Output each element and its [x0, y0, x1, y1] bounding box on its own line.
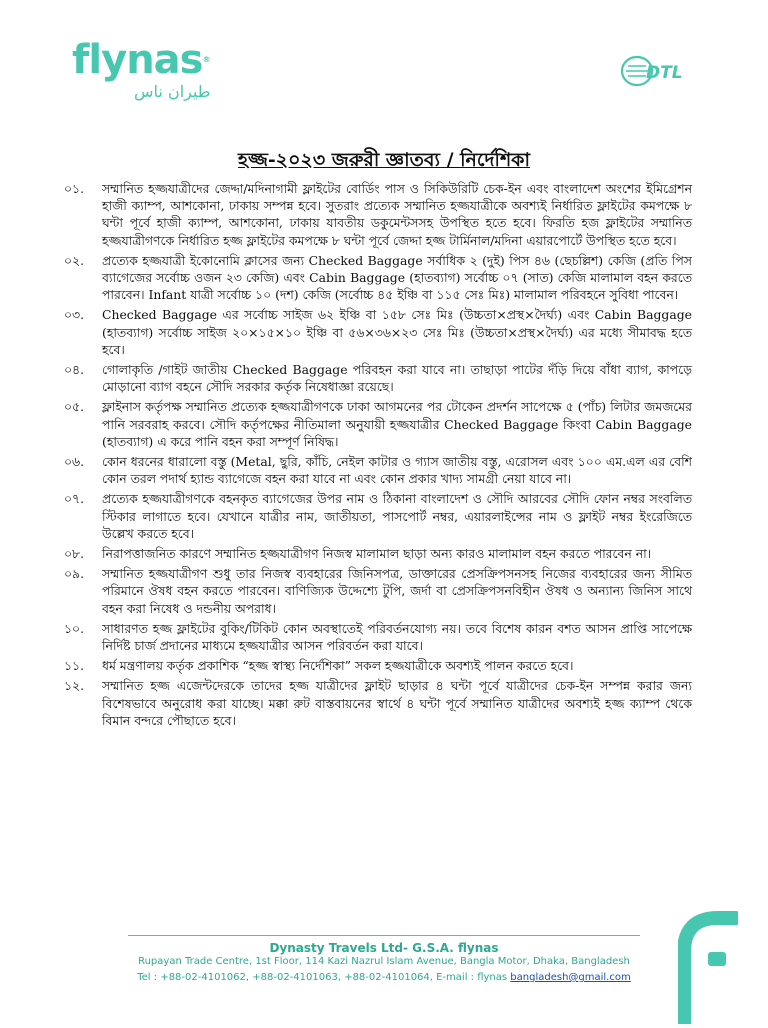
dtl-logo [620, 54, 700, 88]
item-text: নিরাপত্তাজনিত কারণে সম্মানিত হজ্জযাত্রীগণ নিজস্ব মালামাল ছাড়া অন্য কারও মালামাল বহন করতে পারবেন না। [102, 546, 652, 562]
item-text: ধর্ম মন্ত্রণালয় কর্তৃক প্রকাশিক “হজ্জ স্বাস্থ্য নির্দেশিকা” সকল হজ্জযাত্রীকে অবশ্যই পালন করতে হবে। [102, 658, 574, 674]
list-item [64, 677, 692, 729]
item-text: সাধারণত হজ্জ ফ্লাইটের বুকিং/টিকিট কোন অবস্থাতেই পরিবর্তনযোগ্য নয়। তবে বিশেষ কারন বশত আসন প্রাপ্তি সাপেক্ষে নির্দিষ্ট চার্জ প্রদানের মাধ্যমে হজ্জযাত্রীর আসন পরিবর্তন করা যাবে। [102, 620, 692, 654]
list-item [64, 620, 692, 654]
item-text: ফ্লাইনাস কর্তৃপক্ষ সম্মানিত প্রত্যেক হজ্জযাত্রীগণকে ঢাকা আগমনের পর টোকেন প্রদর্শন সাপেক্ষে ৫ (পাঁচ) লিটার জমজমের পানি সরবরাহ করবে। সৌদি কর্তৃপক্ষের নীতিমালা অনুযায়ী হজ্জযাত্রীর Checked Baggage কিংবা Cabin Baggage (হাতব্যাগ) এ করে পানি বহন করা সম্পূর্ণ নিষিদ্ধ। [102, 399, 692, 449]
item-number: ০২. [64, 252, 85, 268]
item-number: ০৫. [64, 399, 85, 415]
flynas-f-mark-icon [678, 908, 738, 1024]
footer-address: Rupayan Trade Centre, 1st Floor, 114 Kazi Nazrul Islam Avenue, Bangla Motor, Dhaka, Bangladesh [138, 956, 630, 967]
flynas-logo [72, 37, 232, 110]
footer-email-link[interactable]: bangladesh@gmail.com [510, 972, 631, 983]
footer-contact [100, 972, 668, 983]
item-number: ০৪. [64, 362, 85, 378]
item-number: ০৭. [64, 491, 85, 507]
item-text: সম্মানিত হজ্জ এজেন্টদেরকে তাদের হজ্জ যাত্রীদের ফ্লাইট ছাড়ার ৪ ঘন্টা পূর্বে যাত্রীদের চেক-ইন সম্পন্ন করার জন্য বিশেষভাবে অনুরোধ করা যাচ্ছে। মক্কা রুট বাস্তবায়নের স্বার্থে ৪ ঘন্টা পূর্বে সম্মানিত যাত্রীদের অবশ্যই হজ্জ ক্যাম্প থেকে বিমান বন্দরে পৌছাতে হবে। [102, 678, 692, 728]
item-text: সম্মানিত হজ্জযাত্রীদের জেদ্দা/মদিনাগামী ফ্লাইটের বোর্ডিং পাস ও সিকিউরিটি চেক-ইন এবং বাংলাদেশ অংশের ইমিগ্রেশন হাজী ক্যাম্প, আশকোনা, ঢাকায় সম্পন্ন হবে। সুতরাং প্রত্যেক সম্মানিত হজ্জযাত্রীকে অবশ্যই নির্ধারিত ফ্লাইটের কমপক্ষে ৮ ঘন্টা পূর্বে হাজী ক্যাম্প, আশকোনা, ঢাকায় যাবতীয় ডকুমেন্টসসহ উপস্থিত হতে হবে। ফিরতি হজ ফ্লাইটের সম্মানিত হজ্জযাত্রীগণকে নির্ধারিত হজ্জ ফ্লাইটের কমপক্ষে ৮ ঘন্টা পূর্বে জেদ্দা হজ্জ টার্মিনাল/মদিনা এয়ারপোর্টে উপস্থিত হতে হবে। [102, 181, 692, 248]
item-text: গোলাকৃতি /গাইট জাতীয় Checked Baggage পরিবহন করা যাবে না। তাছাড়া পাটের দঁড়ি দিয়ে বাঁধা ব্যাগ, কাপড়ে মোড়ানো ব্যাগ বহনে সৌদি সরকার কর্তৃক নিষেধাজ্ঞা রয়েছে। [102, 362, 692, 395]
item-text: প্রত্যেক হজ্জযাত্রী ইকোনোমি ক্লাসের জন্য Checked Baggage সর্বাধিক ২ (দুই) পিস ৪৬ (ছেচল্লিশ) কেজি (প্রতি পিস ব্যাগেজের সর্বোচ্চ ওজন ২৩ কেজি) এবং Cabin Baggage (হাতব্যাগ) সর্বোচ্চ ০৭ (সাত) কেজি মালামাল বহন করতে পারবেন। Infant যাত্রী সর্বোচ্চ ১০ (দশ) কেজি (সর্বোচ্চ ৪৫ ইঞ্চি বা ১১৫ সেঃ মিঃ) মালামাল পরিবহনে সুবিধা পাবেন। [102, 252, 692, 303]
dtl-logo-icon [620, 54, 700, 88]
item-number: ১২. [64, 678, 85, 694]
item-number: ১০. [64, 620, 85, 636]
list-item [64, 306, 692, 358]
page-title: হজ্জ-২০২৩ জরুরী জ্ঞাতব্য / নির্দেশিকা [238, 149, 530, 171]
item-number: ১১. [64, 658, 85, 674]
list-item [64, 398, 692, 450]
footer-divider [128, 935, 640, 936]
instruction-list [64, 180, 692, 732]
item-text: প্রত্যেক হজ্জযাত্রীগণকে বহনকৃত ব্যাগেজের উপর নাম ও ঠিকানা বাংলাদেশ ও সৌদি আরবের সৌদি ফোন নম্বর সংবলিত স্টিকার লাগাতে হবে। যেখানে যাত্রীর নাম, জাতীয়তা, পাসপোর্ট নম্বর, এয়ারলাইন্সের নাম ও ফ্লাইট নম্বর ইংরেজিতে উল্লেখ করতে হবে। [102, 491, 692, 541]
list-item [64, 545, 692, 562]
item-text: সম্মানিত হজ্জযাত্রীগণ শুধু তার নিজস্ব ব্যবহারের জিনিসপত্র, ডাক্তারের প্রেসক্রিপসনসহ নিজের ব্যবহারের জন্য সীমিত পরিমানে ঔষধ বহন করতে পারবেন। বাণিজ্যিক উদ্দেশ্যে টুপি, জর্দা বা প্রেসক্রিপসনবিহীন ঔষধ ও অন্যান্য জিনিস সাথে বহন করা নিষেধ ও দন্ডনীয় অপরাধ। [102, 566, 692, 616]
item-number: ০৩. [64, 307, 85, 323]
dtl-logo-text: DTL [646, 63, 683, 83]
list-item [64, 252, 692, 304]
list-item [64, 180, 692, 249]
item-number: ০৯. [64, 566, 85, 582]
list-item [64, 565, 692, 617]
footer-company: Dynasty Travels Ltd- G.S.A. flynas [269, 941, 499, 955]
item-number: ০১. [64, 181, 85, 196]
item-number: ০৮. [64, 546, 85, 562]
item-number: ০৬. [64, 454, 85, 470]
list-item [64, 361, 692, 395]
flynas-logo-text: flynas [72, 37, 203, 83]
item-text: কোন ধরনের ধারালো বস্তু (Metal, ছুরি, কাঁচি, নেইল কাটার ও গ্যাস জাতীয় বস্তু, এরোসল এবং ১০০ এম.এল এর বেশি কোন তরল পদার্থ হ্যান্ড ব্যাগেজে বহন করা যাবে না এবং কোন প্রকার খাদ্য সামগ্রী নেয়া যাবে না। [102, 454, 692, 487]
list-item [64, 453, 692, 487]
list-item [64, 490, 692, 542]
item-text: Checked Baggage এর সর্বোচ্চ সাইজ ৬২ ইঞ্চি বা ১৫৮ সেঃ মিঃ (উচ্চতা×প্রস্থ×দৈর্ঘ্য) এবং Cabin Baggage (হাতব্যাগ) সর্বোচ্চ সাইজ ২০×১৫×১০ ইঞ্চি বা ৫৬×৩৬×২৩ সেঃ মিঃ (উচ্চতা×প্রস্থ×দৈর্ঘ্য) এর মধ্যে সীমাবদ্ধ হতে হবে। [102, 307, 692, 357]
list-item [64, 657, 692, 674]
footer-contact-text: Tel : +88-02-4101062, +88-02-4101063, +88-02-4101064, E-mail : flynas [137, 972, 511, 983]
flynas-logo-arabic: طيران ناس [134, 82, 211, 101]
registered-mark-icon: ® [202, 55, 210, 64]
